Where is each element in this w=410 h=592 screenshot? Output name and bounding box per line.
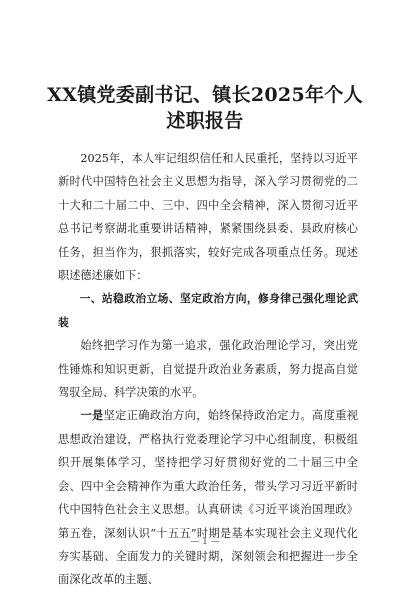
page-number: — 1 —: [190, 537, 220, 547]
point-text: 坚定正确政治方向，始终保持政治定力。高度重视思想政治建设，严格执行党委理论学习中心组制度，积极组织开展集体学习，坚持把学习好贯彻好党的二十届三中全会、四中全会精神作为重大政治任务，带头学习习近平新时代中国特色社会主义思想。认真研读《习近平谈治国理政》第五卷，深刻认识“十五五”时期是基本实现社会主义现代化夯实基础、全面发力的关键时期，深刻领会和把握进一步全面深化改革的主题、: [58, 409, 358, 587]
point-one-paragraph: [58, 404, 358, 591]
document-title: XX镇党委副书记、镇长2025年个人述职报告: [47, 84, 363, 132]
document-body: [58, 147, 358, 592]
section-heading: 一、站稳政治立场、坚定政治方向，修身律己强化理论武装: [58, 292, 358, 329]
point-lead: 一是: [80, 408, 104, 423]
section-intro-paragraph: 始终把学习作为第一追求，强化政治理论学习，突出党性锤炼和知识更新，自觉提升政治业务素质，努力提高自觉驾驭全局、科学决策的水平。: [58, 339, 358, 400]
intro-paragraph: 2025年，本人牢记组织信任和人民重托，坚持以习近平新时代中国特色社会主义思想为指导，深入学习贯彻党的二十大和二十届二中、三中、四中全会精神，深入贯彻习近平总书记考察湖北重要讲话精神，紧紧围绕县委、县政府核心任务，担当作为，狠抓落实，较好完成各项重点任务。现述职述德述廉如下：: [58, 152, 358, 283]
